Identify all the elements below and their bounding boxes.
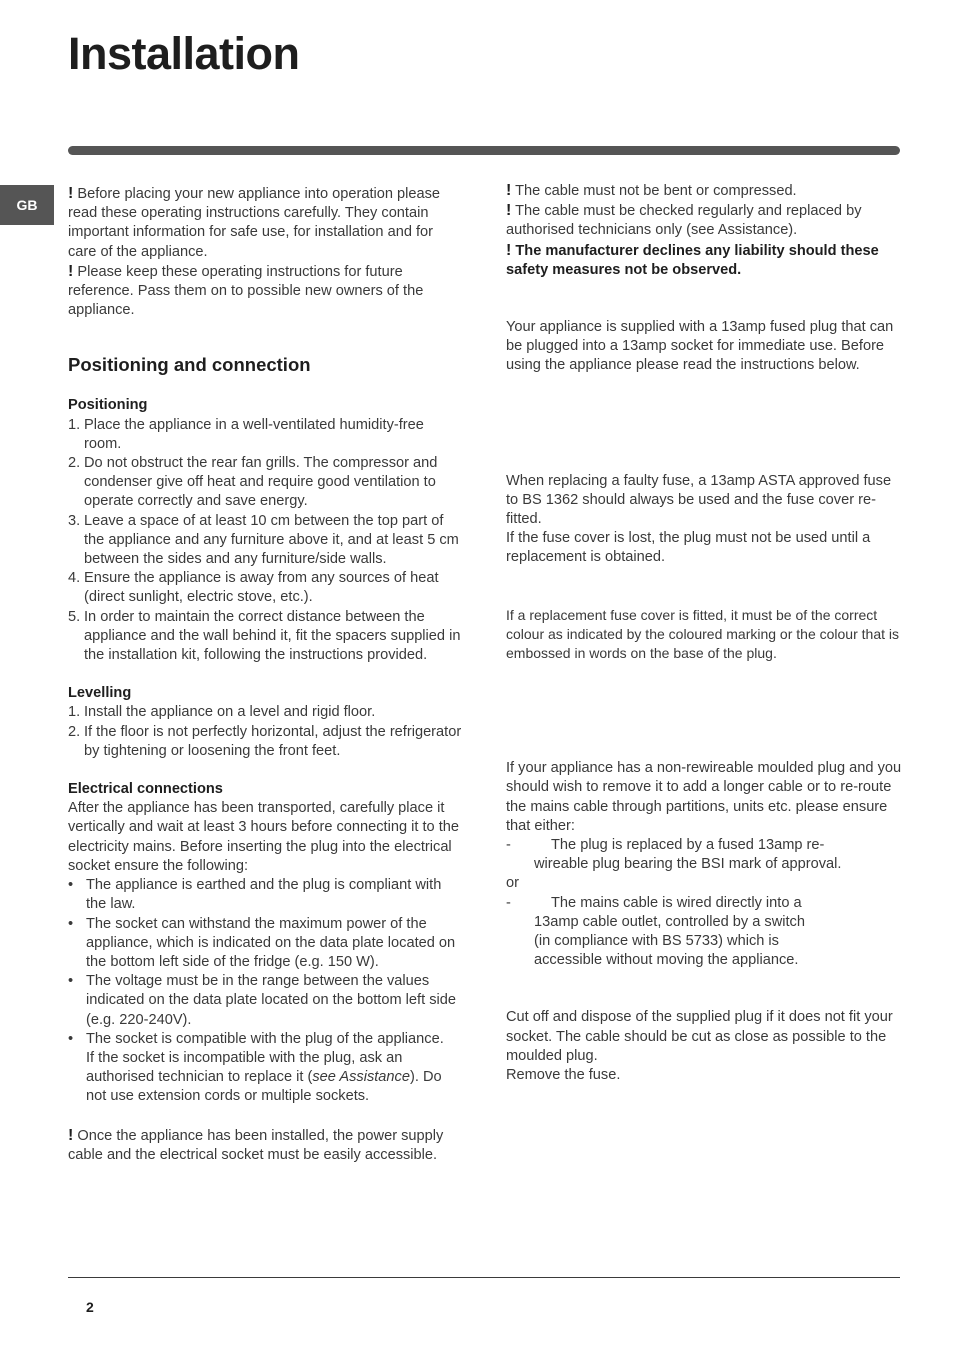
warning-mark-icon: !: [68, 185, 74, 202]
cut-off-paragraph: Cut off and dispose of the supplied plug if it does not fit your socket. The cable should be cut as close as possible to the moulded plug.: [506, 1009, 893, 1064]
positioning-list: [68, 416, 463, 666]
intro-warning: [68, 184, 463, 262]
list-item: 3. Leave a space of at least 10 cm between the top part of the appliance and any furniture above it, and at least 5 cm between the sides and any furniture/side walls.: [68, 512, 459, 568]
electrical-intro: After the appliance has been transported, carefully place it vertically and wait at least 3 hours before connecting it to the electricity mains. Before inserting the plug into the electrical socket ensure the following:: [68, 800, 460, 874]
list-item: 2. Do not obstruct the rear fan grills. The compressor and condenser give off heat and require good ventilation to operate correctly and save energy.: [68, 455, 438, 510]
fuse-paragraph: When replacing a faulty fuse, a 13amp ASTA approved fuse to BS 1362 should always be used and the fuse cover re-fitted.: [506, 472, 892, 528]
warning-mark-icon: !: [68, 1126, 74, 1144]
page-title: Installation: [68, 28, 300, 79]
option-2: - The mains cable is wired directly into a 13amp cable outlet, controlled by a switch (in compliance with BS 5733) which is accessible without moving the appliance.: [506, 894, 805, 969]
list-item: 2. If the floor is not perfectly horizontal, adjust the refrigerator by tightening or loosening the front feet.: [68, 723, 462, 759]
levelling-list: [68, 703, 463, 761]
warning-mark-icon: !: [68, 262, 74, 280]
assistance-reference: see Assistance: [312, 1069, 410, 1086]
option-1: - The plug is replaced by a fused 13amp re- wireable plug bearing the BSI mark of approval.: [506, 837, 842, 873]
left-column: [68, 184, 463, 1165]
cable-note-2: ! The cable must be checked regularly and replaced by authorised technicians only (see Assistance).: [506, 202, 862, 239]
list-item: 4. Ensure the appliance is away from any sources of heat (direct sunlight, electric stove, etc.).: [68, 570, 439, 606]
list-item: 1. Place the appliance in a well-ventilated humidity-free room.: [68, 416, 424, 452]
electrical-heading: Electrical connections: [68, 781, 223, 798]
fuse-cover-paragraph: If the fuse cover is lost, the plug must not be used until a replacement is obtained.: [506, 530, 871, 566]
footer-divider: [68, 1277, 900, 1278]
or-text: or: [506, 875, 519, 892]
language-tab: GB: [0, 185, 54, 225]
liability-note: ! The manufacturer declines any liability should these safety measures not be observed.: [506, 241, 879, 278]
cable-note-1: ! The cable must not be bent or compressed.: [506, 182, 797, 199]
warning-mark-icon: !: [506, 202, 512, 220]
header-divider: [68, 146, 900, 155]
final-note: ! Once the appliance has been installed, the power supply cable and the electrical socket must be easily accessible.: [68, 1126, 444, 1163]
remove-fuse-text: Remove the fuse.: [506, 1067, 621, 1084]
list-item: • The socket can withstand the maximum power of the appliance, which is indicated on the data plate located on the bottom left side of the fridge (e.g. 150 W).: [68, 915, 456, 970]
list-item: • The socket is compatible with the plug of the appliance. If the socket is incompatible with the plug, ask an authorised technician to replace it (see Assistance). Do not use extension cords or multiple sockets.: [68, 1030, 444, 1105]
replacement-cover-paragraph: If a replacement fuse cover is fitted, it must be of the correct colour as indicated by the coloured marking or the colour that is embossed in words on the base of the plug.: [506, 606, 899, 662]
electrical-list: [68, 876, 463, 1106]
intro-keep-note: [68, 262, 463, 321]
list-item: 5. In order to maintain the correct distance between the appliance and the wall behind it, fit the spacers supplied in the installation kit, following the instructions provided.: [68, 608, 461, 664]
list-item: 1. Install the appliance on a level and rigid floor.: [68, 704, 376, 721]
list-item: • The voltage must be in the range between the values indicated on the data plate located on the bottom left side (e.g. 220-240V).: [68, 973, 456, 1028]
warning-mark-icon: !: [506, 241, 512, 259]
plug-paragraph: Your appliance is supplied with a 13amp fused plug that can be plugged into a 13amp socket for immediate use. Before using the appliance please read the instructions below.: [506, 319, 894, 374]
positioning-heading: Positioning: [68, 397, 148, 414]
moulded-plug-paragraph: If your appliance has a non-rewireable moulded plug and you should wish to remove it to add a longer cable or to re-route the mains cable through partitions, units etc. please ensure that either:: [506, 760, 902, 834]
section-heading: Positioning and connection: [68, 354, 311, 376]
levelling-heading: Levelling: [68, 685, 132, 702]
keep-text: Please keep these operating instructions for future reference. Pass them on to possible new owners of the appliance.: [68, 263, 424, 319]
intro-text: Before placing your new appliance into operation please read these operating instructions carefully. They contain important information for safe use, for installation and for care of the appliance.: [68, 186, 441, 260]
right-column: [506, 181, 902, 1085]
page-number: 2: [86, 1299, 94, 1315]
list-item: • The appliance is earthed and the plug is compliant with the law.: [68, 877, 442, 913]
warning-mark-icon: !: [506, 182, 512, 199]
